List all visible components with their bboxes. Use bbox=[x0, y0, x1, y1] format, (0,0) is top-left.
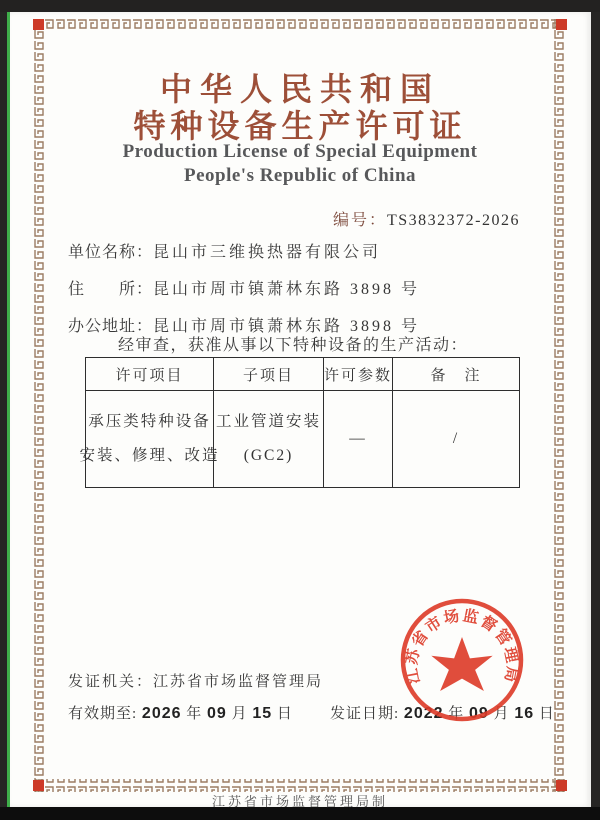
table-header-param: 许可参数 bbox=[324, 358, 393, 391]
field-value: 昆山市三维换热器有限公司 bbox=[153, 244, 382, 261]
valid-year: 2026 bbox=[141, 705, 182, 722]
license-number-label: 编号： bbox=[332, 212, 387, 229]
day-unit: 日 bbox=[538, 706, 555, 722]
field-value: 昆山市周市镇萧林东路 3898 号 bbox=[153, 318, 421, 335]
title-en-line1: Production License of Special Equipment bbox=[122, 141, 478, 162]
issuer-value: 江苏省市场监督管理局 bbox=[153, 674, 324, 690]
issuer-label: 发证机关： bbox=[68, 674, 154, 690]
table-cell-item bbox=[79, 391, 220, 487]
field-company-name bbox=[68, 239, 381, 262]
corner-block-tl bbox=[33, 19, 44, 30]
issuer-line bbox=[68, 670, 323, 691]
month-unit: 月 bbox=[493, 706, 510, 722]
field-label: 住 所： bbox=[68, 281, 154, 298]
table-cell-note: / bbox=[452, 430, 460, 447]
field-label: 单位名称： bbox=[68, 244, 154, 261]
issue-day: 16 bbox=[514, 705, 535, 722]
table-header-item: 许可项目 bbox=[86, 358, 214, 391]
valid-until-line bbox=[68, 702, 293, 723]
issue-month: 09 bbox=[469, 705, 489, 722]
valid-until-label: 有效期至: bbox=[68, 706, 138, 722]
issue-date-label: 发证日期: bbox=[330, 706, 400, 722]
issue-year: 2022 bbox=[403, 705, 444, 722]
title-en-line2: People's Republic of China bbox=[183, 165, 417, 186]
corner-block-br bbox=[556, 780, 567, 791]
official-seal bbox=[396, 594, 528, 726]
title-cn-line2: 特种设备生产许可证 bbox=[133, 108, 467, 144]
month-unit: 月 bbox=[231, 706, 248, 722]
table-cell-item-line2: 安装、修理、改造 bbox=[79, 447, 220, 464]
table-cell-item-line1: 承压类特种设备 bbox=[88, 413, 211, 430]
year-unit: 年 bbox=[186, 706, 203, 722]
valid-month: 09 bbox=[207, 705, 227, 722]
corner-block-tr bbox=[556, 19, 567, 30]
table-header-subitem: 子项目 bbox=[214, 358, 324, 391]
day-unit: 日 bbox=[276, 706, 293, 722]
title-cn-line1: 中华人民共和国 bbox=[159, 71, 440, 107]
seal-star-icon bbox=[431, 637, 492, 691]
approval-statement: 经审查，获准从事以下特种设备的生产活动： bbox=[118, 337, 469, 354]
license-number bbox=[333, 207, 520, 230]
year-unit: 年 bbox=[448, 706, 465, 722]
table-header-note: 备 注 bbox=[393, 358, 519, 391]
license-number-value: TS3832372-2026 bbox=[387, 212, 520, 229]
valid-day: 15 bbox=[252, 705, 273, 722]
scan-edge-top bbox=[0, 0, 600, 12]
border-top bbox=[33, 18, 567, 31]
table-cell-subitem-line2: (GC2) bbox=[243, 447, 294, 464]
seal-text-curved: 江苏省市场监督管理局 bbox=[403, 607, 521, 686]
table-cell-subitem-line1: 工业管道安装 bbox=[215, 413, 321, 430]
corner-block-bl bbox=[33, 780, 44, 791]
field-residence bbox=[68, 276, 420, 299]
made-by-footer: 江苏省市场监督管理局制 bbox=[211, 794, 388, 809]
field-value: 昆山市周市镇萧林东路 3898 号 bbox=[153, 281, 421, 298]
field-label: 办公地址： bbox=[68, 318, 154, 335]
table-cell-param: — bbox=[324, 391, 393, 487]
license-table bbox=[79, 357, 520, 488]
table-cell-subitem bbox=[214, 391, 324, 487]
